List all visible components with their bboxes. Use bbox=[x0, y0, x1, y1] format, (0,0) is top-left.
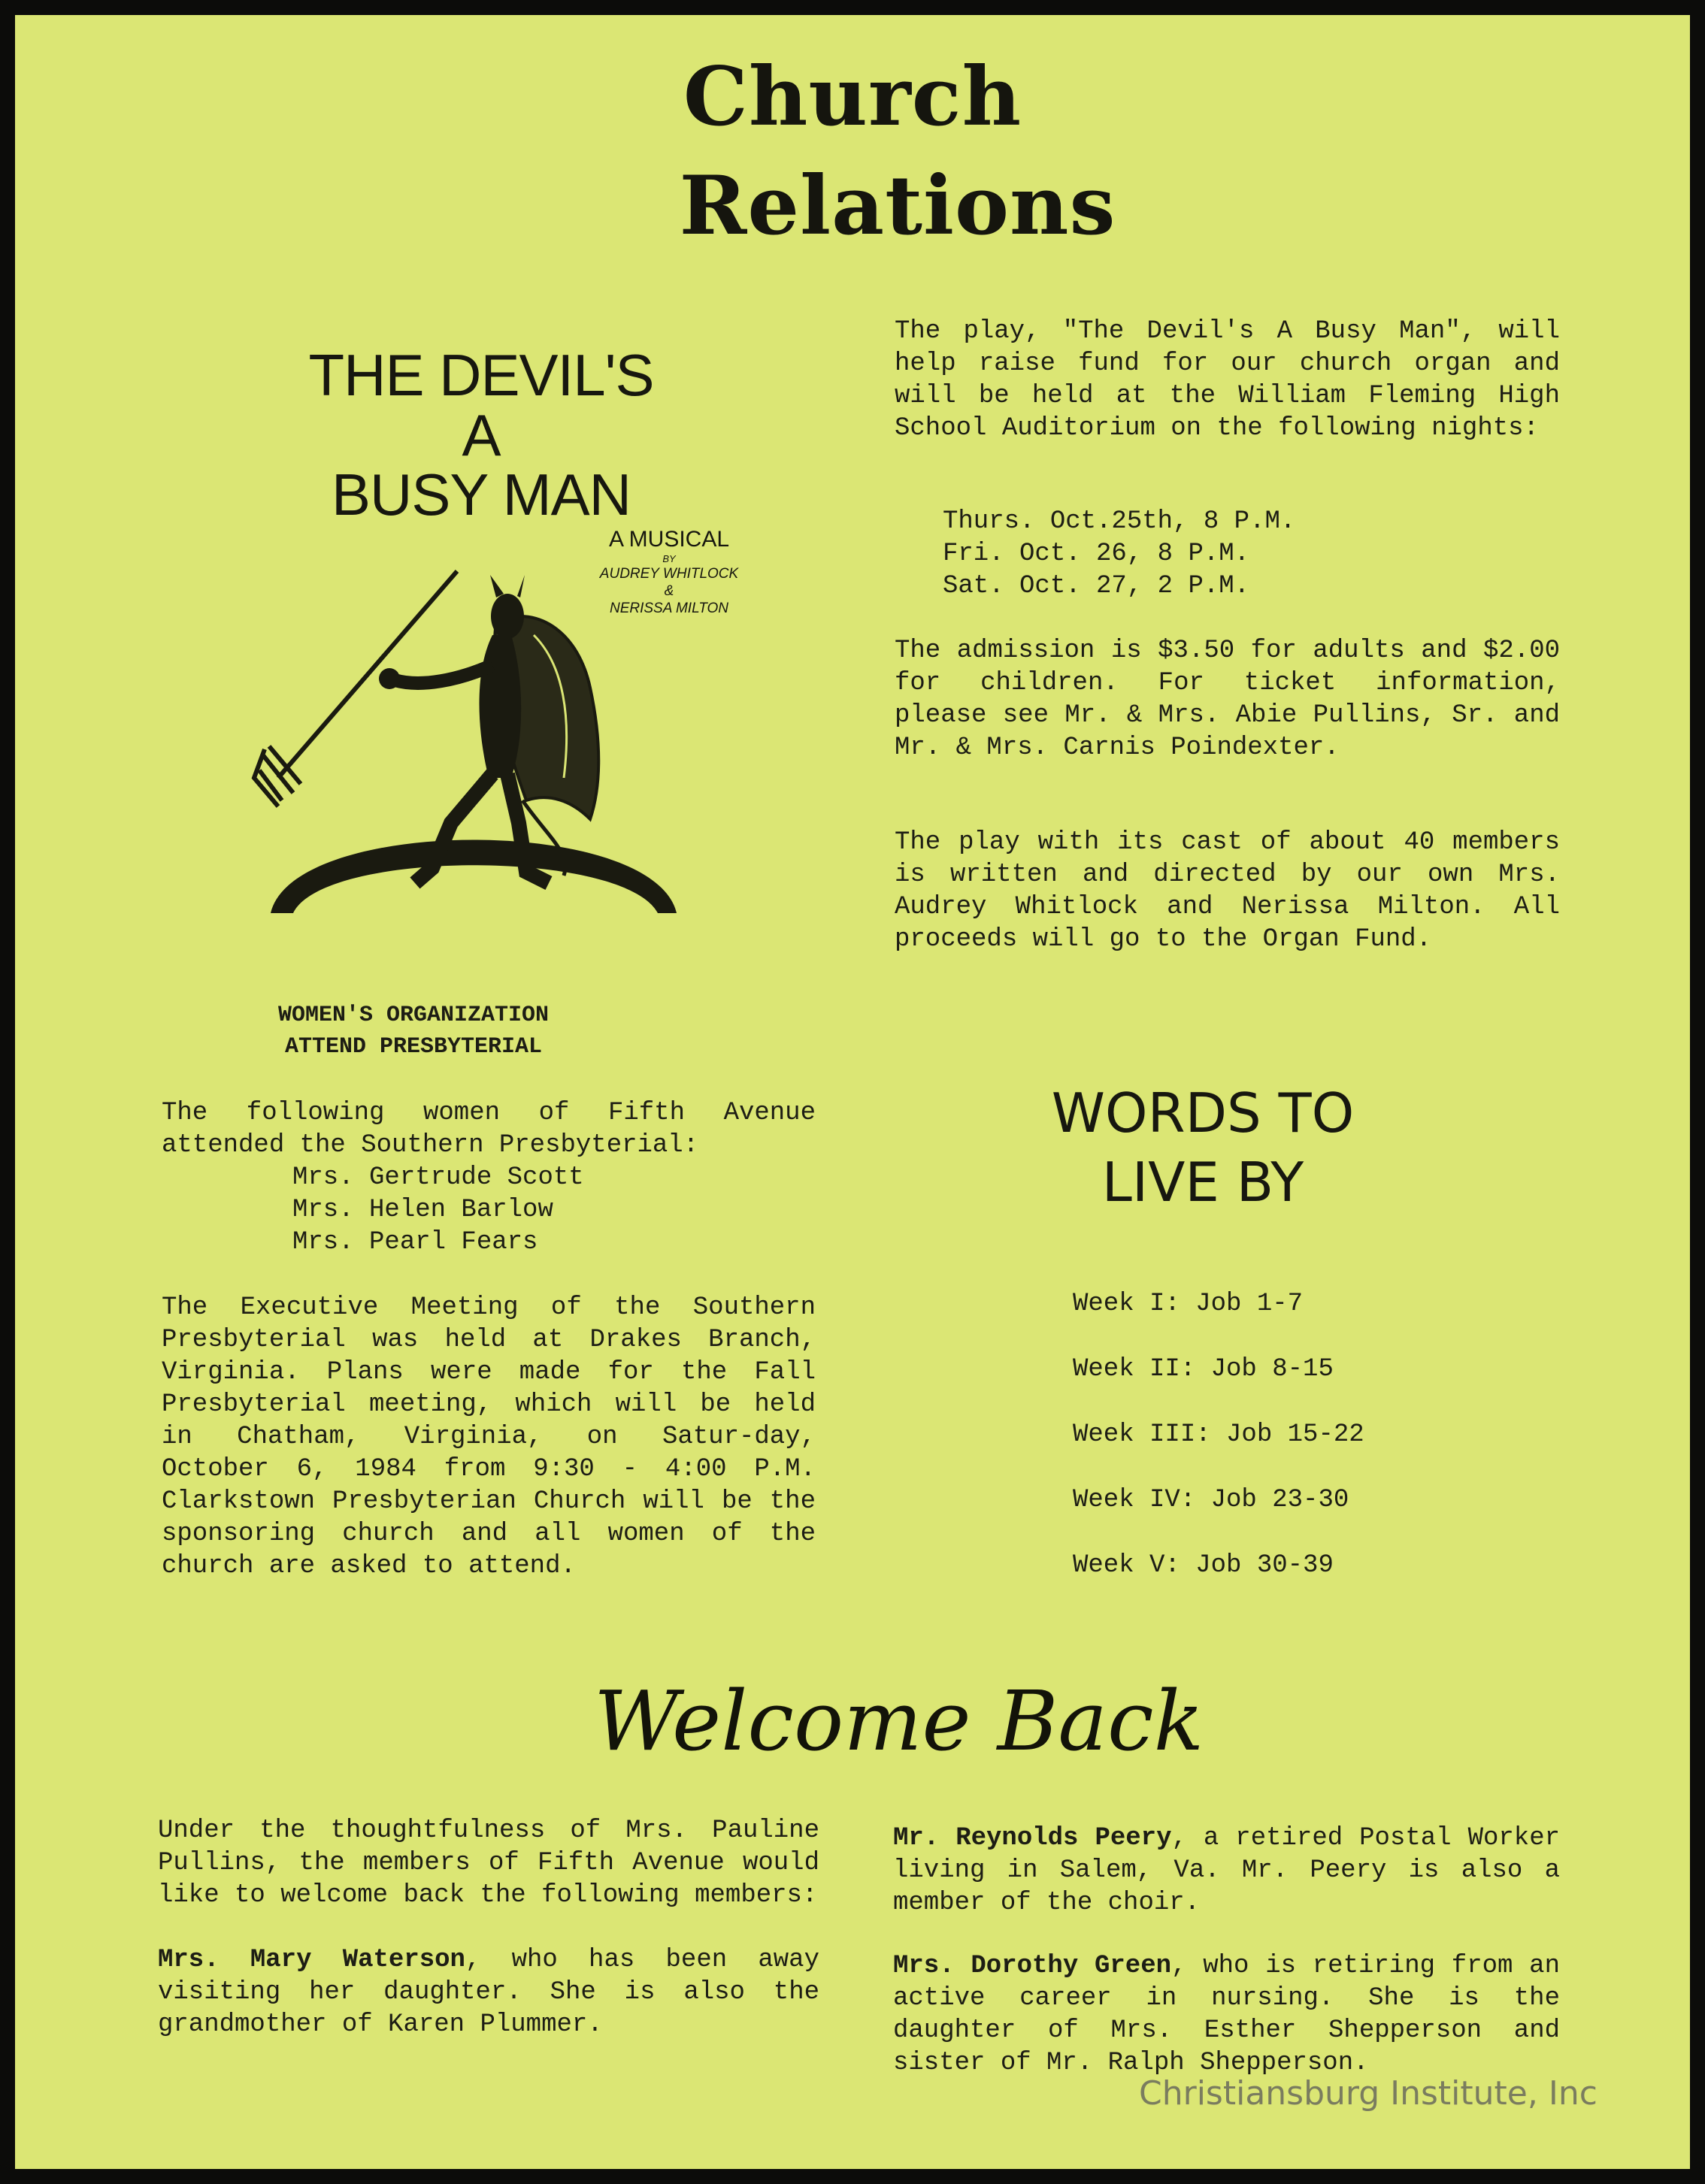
welcome-back-heading: Welcome Back bbox=[594, 1673, 1204, 1769]
title-line-1: Church bbox=[683, 50, 1022, 144]
words-heading-line-1: WORDS TO bbox=[1051, 1081, 1355, 1145]
poster-author-1: AUDREY WHITLOCK bbox=[599, 566, 739, 582]
womens-org-intro: The following women of Fifth Avenue attended the Southern Presbyterial: bbox=[162, 1099, 816, 1160]
member-note: , who has been away visiting her daughter. She is also the grandmother of Karen Plummer. bbox=[158, 1946, 819, 2039]
reading-plan-item: Week II: Job 8-15 bbox=[1073, 1355, 1334, 1384]
devil-illustration bbox=[248, 552, 699, 928]
member-name: Mrs. Mary Waterson bbox=[158, 1946, 465, 1974]
attendee-item: Mrs. Pearl Fears bbox=[292, 1228, 538, 1257]
cast-paragraph: The play with its cast of about 40 members is written and directed by our own Mrs. Audrey Whitlock and Nerissa Milton. All proceeds will go to the Organ Fund. bbox=[895, 828, 1560, 954]
member-note: , a retired Postal Worker living in Salem, Va. Mr. Peery is also a member of the choir. bbox=[893, 1824, 1560, 1917]
play-schedule bbox=[943, 506, 1469, 603]
admission-paragraph: The admission is $3.50 for adults and $2.00 for children. For ticket information, please see Mr. & Mrs. Abie Pullins, Sr. and Mr. & Mrs. Carnis Poindexter. bbox=[895, 637, 1560, 762]
attendee-item: Mrs. Gertrude Scott bbox=[292, 1163, 584, 1192]
welcome-member-peery bbox=[893, 1823, 1560, 1919]
schedule-item: Sat. Oct. 27, 2 P.M. bbox=[943, 572, 1250, 600]
schedule-item: Fri. Oct. 26, 8 P.M. bbox=[943, 540, 1250, 568]
poster-title-line-2: A bbox=[462, 401, 501, 468]
womens-org-heading bbox=[165, 1000, 662, 1063]
poster-title-line-3: BUSY MAN bbox=[332, 461, 631, 528]
reading-plan-list bbox=[1073, 1272, 1524, 1599]
welcome-intro-paragraph: Under the thoughtfulness of Mrs. Pauline Pullins, the members of Fifth Avenue would like to welcome back the following members: bbox=[158, 1816, 819, 1910]
member-name: Mrs. Dorothy Green bbox=[893, 1952, 1172, 1980]
poster-title-line-1: THE DEVIL'S bbox=[308, 342, 654, 408]
womens-org-heading-line-2: ATTEND PRESBYTERIAL bbox=[284, 1034, 543, 1060]
newsletter-page bbox=[15, 15, 1690, 2169]
reading-plan-item: Week III: Job 15-22 bbox=[1073, 1420, 1364, 1449]
welcome-member-green bbox=[893, 1950, 1560, 2080]
poster-ampersand: & bbox=[664, 583, 674, 599]
attendee-item: Mrs. Helen Barlow bbox=[292, 1196, 553, 1224]
play-intro-paragraph: The play, "The Devil's A Busy Man", will help raise fund for our church organ and will be held at the William Fleming High School Auditorium on the following nights: bbox=[895, 317, 1560, 443]
words-heading-line-2: LIVE BY bbox=[1101, 1151, 1304, 1214]
title-line-2: Relations bbox=[679, 159, 1116, 253]
presbyterial-meeting-paragraph: The Executive Meeting of the Southern Presbyterial was held at Drakes Branch, Virginia. Plans were made for the Fall Presbyterial meeting, which will be held in Chatham, Virginia, on Satur-day, October 6, 1984 from 9:30 - 4:00 P.M. Clarkstown Presbyterian Church will be the sponsoring church and all women of the church are asked to attend. bbox=[162, 1293, 816, 1581]
poster-author-2: NERISSA MILTON bbox=[609, 600, 728, 616]
reading-plan-item: Week I: Job 1-7 bbox=[1073, 1290, 1304, 1318]
member-note: , who is retiring from an active career in nursing. She is the daughter of Mrs. Esther Shepperson and sister of Mr. Ralph Shepperson. bbox=[893, 1952, 1560, 2077]
reading-plan-item: Week IV: Job 23-30 bbox=[1073, 1486, 1349, 1514]
archive-watermark: Christiansburg Institute, Inc bbox=[1139, 2074, 1597, 2113]
womens-org-heading-line-1: WOMEN'S ORGANIZATION bbox=[277, 1003, 550, 1028]
play-poster bbox=[263, 342, 699, 528]
poster-subtitle: A MUSICAL bbox=[608, 527, 730, 552]
welcome-member-waterson bbox=[158, 1944, 819, 2041]
schedule-item: Thurs. Oct.25th, 8 P.M. bbox=[943, 507, 1296, 536]
words-to-live-by-heading bbox=[1015, 1078, 1391, 1217]
member-name: Mr. Reynolds Peery bbox=[893, 1824, 1172, 1853]
attendee-list bbox=[292, 1162, 743, 1259]
poster-by: BY bbox=[662, 553, 676, 564]
reading-plan-item: Week V: Job 30-39 bbox=[1073, 1551, 1334, 1580]
